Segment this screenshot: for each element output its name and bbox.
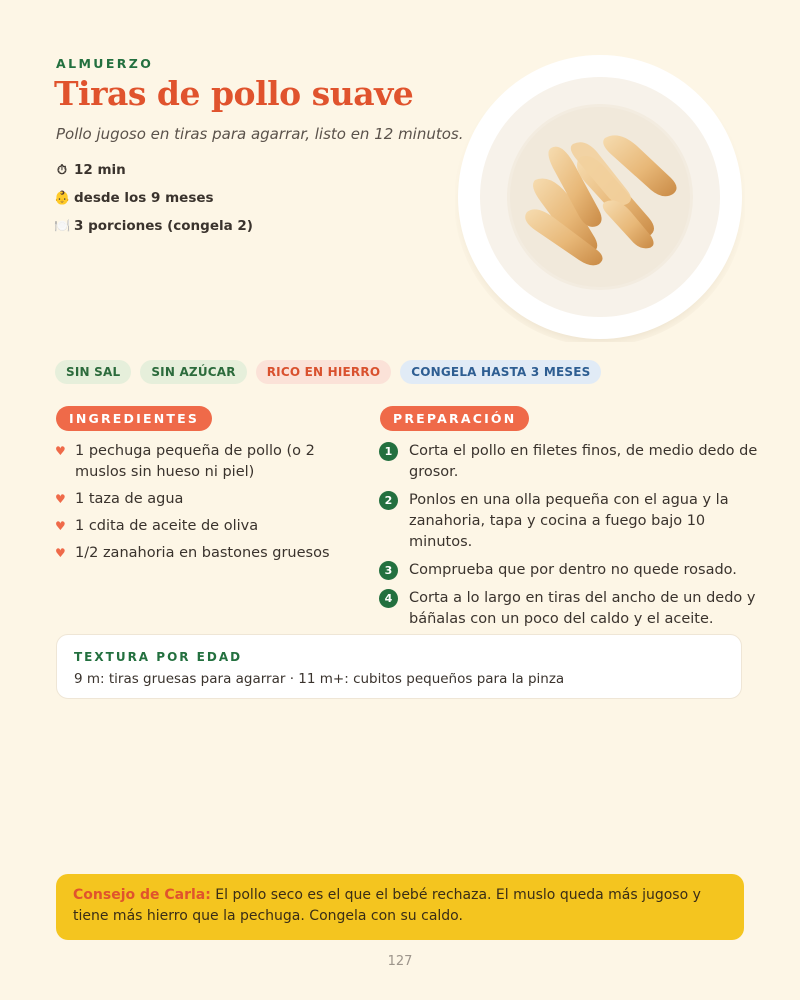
recipe-title: Tiras de pollo suave: [54, 74, 414, 113]
ingredient-item: [55, 543, 365, 564]
tip-label: Consejo de Carla:: [73, 887, 211, 903]
ingredient-item: [55, 489, 365, 510]
preparation-steps: [379, 441, 759, 637]
tip-text: El pollo seco es el que el bebé rechaza. El muslo queda más jugoso y tiene más hierro que la pechuga. Congela con su caldo.: [73, 887, 701, 924]
meta-age: [54, 184, 253, 212]
meta-time-text: 12 min: [74, 162, 126, 178]
tag-congela: CONGELA HASTA 3 MESES: [400, 360, 601, 384]
tag-rico-en-hierro: RICO EN HIERRO: [256, 360, 392, 384]
heart-bullet-icon: ♥: [55, 492, 66, 506]
texture-label: TEXTURA POR EDAD: [74, 650, 243, 664]
chicken-plate-illustration: [455, 52, 745, 342]
texture-box: [56, 634, 742, 699]
tag-sin-sal: SIN SAL: [55, 360, 131, 384]
plate-icon: 🍽️: [54, 218, 71, 234]
tag-sin-azucar: SIN AZÚCAR: [140, 360, 246, 384]
ingredients-heading: INGREDIENTES: [56, 406, 212, 431]
meta-portions: [54, 212, 253, 240]
ingredient-text: 1/2 zanahoria en bastones gruesos: [75, 545, 330, 561]
meta-portions-text: 3 porciones (congela 2): [74, 218, 253, 234]
step-item: [379, 588, 759, 630]
step-number: 1: [379, 442, 398, 461]
ingredient-text: 1 taza de agua: [75, 491, 184, 507]
step-number: 3: [379, 561, 398, 580]
heart-bullet-icon: ♥: [55, 519, 66, 533]
heart-bullet-icon: ♥: [55, 546, 66, 560]
meta-time: [54, 156, 253, 184]
step-number: 2: [379, 491, 398, 510]
step-item: [379, 490, 759, 553]
meta-age-text: desde los 9 meses: [74, 190, 214, 206]
step-item: [379, 560, 759, 581]
recipe-meta: [54, 156, 253, 240]
step-number: 4: [379, 589, 398, 608]
step-text: Ponlos en una olla pequeña con el agua y la zanahoria, tapa y cocina a fuego bajo 10 minutos.: [409, 492, 729, 550]
tip-box: [56, 874, 744, 940]
ingredient-text: 1 pechuga pequeña de pollo (o 2 muslos sin hueso ni piel): [75, 443, 315, 480]
timer-icon: ⏱: [56, 162, 68, 178]
step-text: Corta el pollo en filetes finos, de medio dedo de grosor.: [409, 443, 758, 480]
step-item: [379, 441, 759, 483]
texture-text: 9 m: tiras gruesas para agarrar · 11 m+: cubitos pequeños para la pinza: [74, 671, 565, 687]
dietary-tags: [55, 360, 601, 384]
preparation-heading: PREPARACIÓN: [380, 406, 529, 431]
step-text: Comprueba que por dentro no quede rosado.: [409, 562, 737, 578]
category-label: ALMUERZO: [56, 56, 154, 71]
ingredient-text: 1 cdita de aceite de oliva: [75, 518, 259, 534]
recipe-subtitle: Pollo jugoso en tiras para agarrar, listo en 12 minutos.: [56, 125, 464, 143]
dish-photo: [455, 52, 745, 342]
ingredient-item: [55, 516, 365, 537]
ingredient-item: [55, 441, 365, 483]
page-number: 127: [387, 954, 413, 969]
heart-bullet-icon: ♥: [55, 444, 66, 458]
baby-icon: 👶: [54, 190, 71, 206]
step-text: Corta a lo largo en tiras del ancho de un dedo y báñalas con un poco del caldo y el aceite.: [409, 590, 756, 627]
ingredients-list: [55, 441, 365, 570]
